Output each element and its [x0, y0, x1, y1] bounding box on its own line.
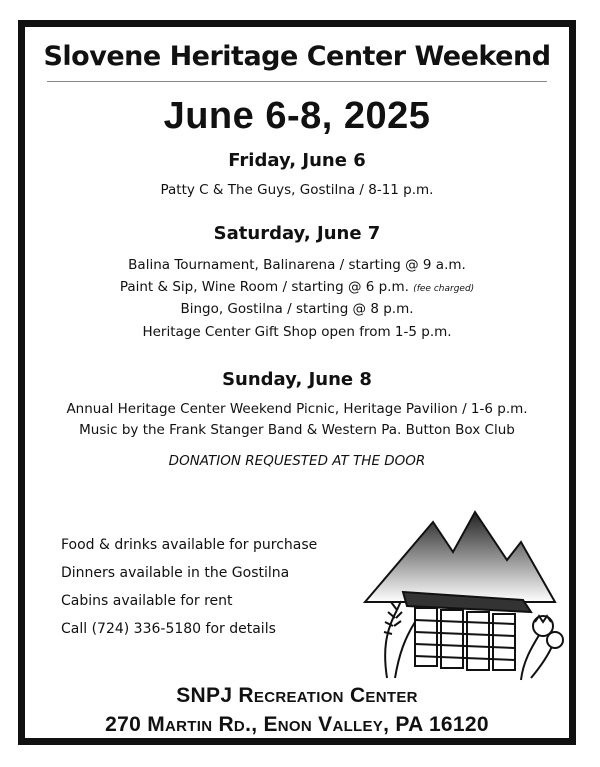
saturday-event-1: Balina Tournament, Balinarena / starting @ 9 a.m.: [128, 257, 466, 273]
info-item-dinners: Dinners available in the Gostilna: [61, 565, 290, 581]
friday-heading: Friday, June 6: [228, 150, 366, 171]
info-list: [61, 535, 317, 647]
donation-note: DONATION REQUESTED AT THE DOOR: [168, 453, 426, 469]
mountain-icon: [365, 512, 555, 602]
info-item-phone: Call (724) 336-5180 for details: [61, 621, 276, 637]
event-date: June 6-8, 2025: [163, 95, 431, 137]
title-divider: [47, 81, 547, 82]
info-item-cabins: Cabins available for rent: [61, 593, 233, 609]
poster-title: Slovene Heritage Center Weekend: [43, 41, 551, 72]
venue-name: SNPJ Recreation Center: [176, 684, 418, 707]
wheat-icon: [384, 601, 415, 678]
poster-frame: [18, 20, 576, 745]
fee-note: (fee charged): [413, 284, 475, 294]
carnation-icon: [521, 616, 563, 680]
sunday-event-1: Annual Heritage Center Weekend Picnic, Heritage Pavilion / 1-6 p.m.: [66, 401, 528, 417]
hayrack-icon: [403, 592, 531, 670]
sunday-heading: Sunday, June 8: [222, 369, 372, 390]
mountain-hayrack-illustration: [345, 482, 565, 682]
friday-event-1: Patty C & The Guys, Gostilna / 8-11 p.m.: [160, 182, 434, 198]
saturday-event-3: Bingo, Gostilna / starting @ 8 p.m.: [180, 301, 414, 317]
venue-address: 270 Martin Rd., Enon Valley, PA 16120: [105, 713, 489, 736]
saturday-heading: Saturday, June 7: [213, 223, 381, 244]
info-item-food: Food & drinks available for purchase: [61, 537, 318, 553]
saturday-event-4: Heritage Center Gift Shop open from 1-5 p.m.: [142, 324, 452, 340]
saturday-event-2-row: [25, 278, 569, 298]
saturday-event-2: Paint & Sip, Wine Room / starting @ 6 p.m.: [119, 279, 409, 295]
sunday-event-2: Music by the Frank Stanger Band & Western Pa. Button Box Club: [79, 422, 515, 438]
